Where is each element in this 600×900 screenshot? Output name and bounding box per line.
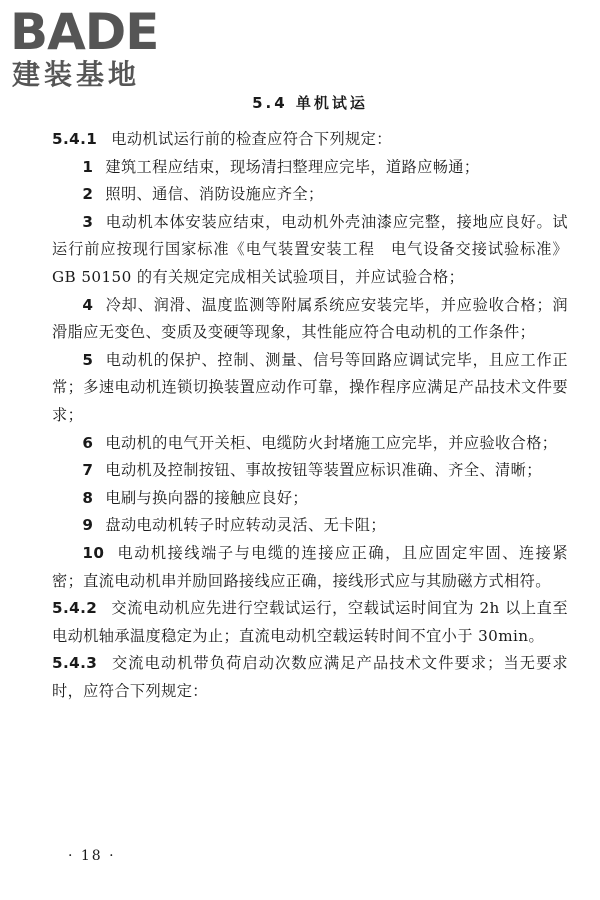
list-item xyxy=(52,430,568,458)
clause-number: 5.4.2 xyxy=(52,599,98,618)
item-text: 冷却、润滑、温度监测等附属系统应安装完毕，并应验收合格；润滑脂应无变色、变质及变硬等现象，其性能应符合电动机的工作条件； xyxy=(52,295,568,342)
clause-number: 5.4.3 xyxy=(52,654,98,673)
item-text: 建筑工程应结束，现场清扫整理应完毕，道路应畅通； xyxy=(105,157,480,176)
item-number: 1 xyxy=(82,157,94,176)
item-number: 8 xyxy=(82,488,94,507)
item-number: 6 xyxy=(82,433,94,452)
bade-logo xyxy=(8,4,183,96)
item-text: 电动机的电气开关柜、电缆防火封堵施工应完毕，并应验收合格； xyxy=(105,433,558,452)
clause-number: 5.4.1 xyxy=(52,130,98,148)
list-item xyxy=(52,485,568,513)
clause-text: 交流电动机应先进行空载试运行，空载试运时间宜为 2h 以上直至电动机轴承温度稳定为止；直流电动机空载运转时间不宜小于 30min。 xyxy=(52,599,568,645)
item-text: 盘动电动机转子时应转动灵活、无卡阻； xyxy=(105,516,386,535)
item-number: 9 xyxy=(82,516,94,535)
clause-5-4-1 xyxy=(52,126,568,154)
item-number: 3 xyxy=(82,212,94,231)
item-number: 4 xyxy=(82,295,94,314)
clause-5-4-3 xyxy=(52,650,568,705)
page-number: · 18 · xyxy=(68,848,116,864)
document-page xyxy=(52,92,568,705)
clause-text: 电动机试运行前的检查应符合下列规定： xyxy=(111,130,392,148)
list-item xyxy=(52,457,568,485)
logo-wordmark: BADE xyxy=(10,3,159,61)
item-text: 电动机及控制按钮、事故按钮等装置应标识准确、齐全、清晰； xyxy=(105,461,542,480)
list-item xyxy=(52,540,568,595)
item-text: 电刷与换向器的接触应良好； xyxy=(105,488,308,507)
clause-text: 交流电动机带负荷启动次数应满足产品技术文件要求；当无要求时，应符合下列规定： xyxy=(52,654,568,700)
logo-subtitle: 建装基地 xyxy=(12,58,141,91)
list-item xyxy=(52,209,568,292)
list-item xyxy=(52,154,568,182)
item-text: 电动机接线端子与电缆的连接应正确，且应固定牢固、连接紧密；直流电动机串并励回路接线应正确，接线形式应与其励磁方式相符。 xyxy=(52,543,568,590)
item-number: 10 xyxy=(82,543,105,562)
item-number: 7 xyxy=(82,461,94,480)
clause-5-4-2 xyxy=(52,595,568,650)
list-item xyxy=(52,347,568,430)
item-text: 电动机的保护、控制、测量、信号等回路应调试完毕，且应工作正常；多速电动机连锁切换装置应动作可靠，操作程序应满足产品技术文件要求； xyxy=(52,350,568,424)
section-title: 5.4 单机试运 xyxy=(252,94,368,112)
item-number: 2 xyxy=(82,185,94,204)
item-text: 照明、通信、消防设施应齐全； xyxy=(105,185,324,204)
item-number: 5 xyxy=(82,350,94,369)
item-text: 电动机本体安装应结束，电动机外壳油漆应完整，接地应良好。试运行前应按现行国家标准《电气装置安装工程 电气设备交接试验标准》GB 50150 的有关规定完成相关试验项目，并应试验合格； xyxy=(52,212,568,286)
list-item xyxy=(52,181,568,209)
list-item xyxy=(52,292,568,347)
list-item xyxy=(52,512,568,540)
